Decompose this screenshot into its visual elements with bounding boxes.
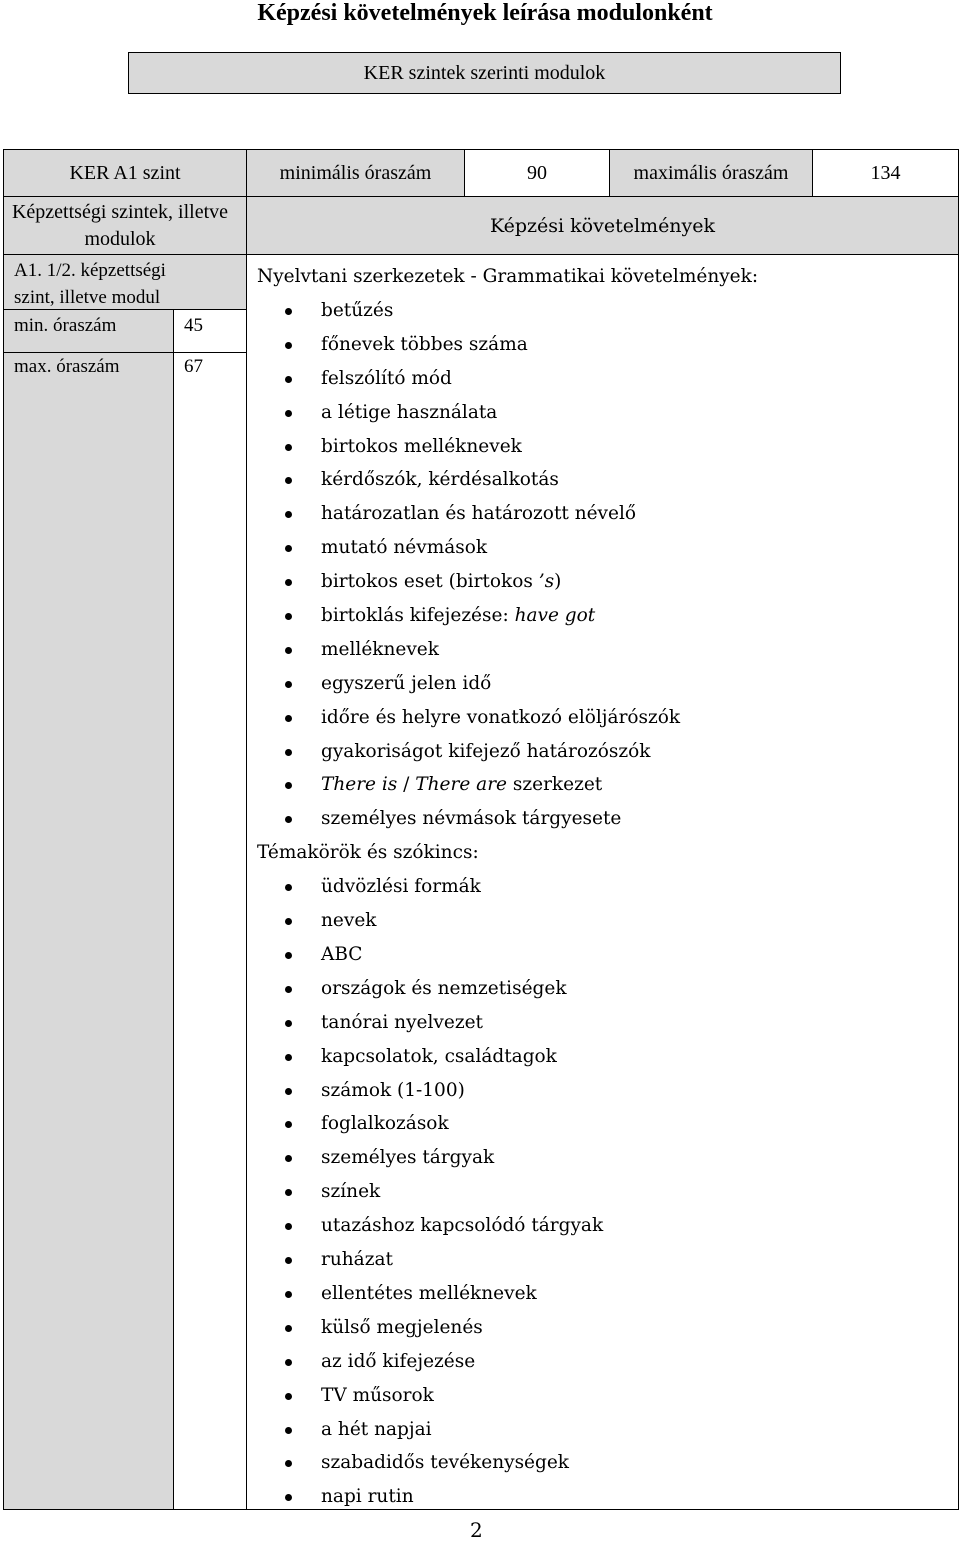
list-item-text: kapcsolatok, családtagok	[321, 1045, 557, 1067]
list-item-text: birtoklás kifejezése: have got	[321, 605, 596, 627]
list-item-text: kérdőszók, kérdésalkotás	[321, 469, 559, 491]
list-item-text: a létige használata	[321, 401, 498, 423]
requirements-body	[246, 254, 959, 1510]
list-item	[247, 599, 958, 633]
list-item-text: tanórai nyelvezet	[321, 1011, 483, 1033]
bullet-icon	[285, 918, 292, 925]
max-hours-module-value: 67	[173, 352, 247, 1510]
list-item	[247, 531, 958, 565]
list-item	[247, 870, 958, 904]
list-item-text: személyes tárgyak	[321, 1147, 495, 1169]
list-item	[247, 1345, 958, 1379]
bullet-icon	[285, 1257, 292, 1264]
bullet-icon	[285, 1088, 292, 1095]
list-item-text: határozatlan és határozott névelő	[321, 503, 637, 525]
list-item-text: üdvözlési formák	[321, 876, 481, 898]
list-item	[247, 1446, 958, 1480]
topics-list	[247, 870, 958, 1514]
max-hours-module-label: max. óraszám	[3, 352, 174, 1510]
bullet-icon	[285, 749, 292, 756]
list-item-text: ellentétes melléknevek	[321, 1282, 537, 1304]
list-item	[247, 1413, 958, 1447]
bullet-icon	[285, 986, 292, 993]
list-item	[247, 904, 958, 938]
requirements-heading: Képzési követelmények	[246, 196, 959, 255]
list-item	[247, 497, 958, 531]
grammar-title: Nyelvtani szerkezetek - Grammatikai követelmények:	[257, 266, 759, 287]
list-item	[247, 1480, 958, 1514]
list-item-text: szabadidős tevékenységek	[321, 1452, 570, 1474]
list-item-text: gyakoriságot kifejező határozószók	[321, 740, 651, 762]
list-item	[247, 1209, 958, 1243]
bullet-icon	[285, 1393, 292, 1400]
list-item-text: főnevek többes száma	[321, 333, 528, 355]
levels-heading: Képzettségi szintek, illetve modulok	[3, 196, 247, 255]
bullet-icon	[285, 816, 292, 823]
level-cell: KER A1 szint	[3, 149, 247, 197]
list-item	[247, 1243, 958, 1277]
bullet-icon	[285, 1291, 292, 1298]
list-item-text: ABC	[321, 944, 363, 966]
max-hours-value: 134	[812, 149, 959, 197]
bullet-icon	[285, 444, 292, 451]
list-item	[247, 328, 958, 362]
bullet-icon	[285, 681, 292, 688]
list-item	[247, 735, 958, 769]
list-item	[247, 1311, 958, 1345]
module-name: A1. 1/2. képzettségi szint, illetve modul	[3, 254, 247, 310]
modules-banner: KER szintek szerinti modulok	[128, 52, 841, 94]
list-item	[247, 1379, 958, 1413]
list-item	[247, 565, 958, 599]
list-item	[247, 1107, 958, 1141]
document-title: Képzési követelmények leírása modulonként	[257, 0, 713, 26]
list-item	[247, 1141, 958, 1175]
list-item	[247, 396, 958, 430]
min-hours-value: 90	[464, 149, 610, 197]
bullet-icon	[285, 715, 292, 722]
list-item-text: nevek	[321, 910, 377, 932]
list-item-text: utazáshoz kapcsolódó tárgyak	[321, 1215, 604, 1237]
list-item-text: birtokos melléknevek	[321, 435, 522, 457]
bullet-icon	[285, 545, 292, 552]
bullet-icon	[285, 1427, 292, 1434]
list-item-text: egyszerű jelen idő	[321, 672, 492, 694]
grammar-list	[247, 294, 958, 836]
bullet-icon	[285, 511, 292, 518]
list-item	[247, 1006, 958, 1040]
bullet-icon	[285, 1054, 292, 1061]
min-hours-module-value: 45	[173, 309, 247, 353]
bullet-icon	[285, 1155, 292, 1162]
list-item-text: számok (1-100)	[321, 1079, 465, 1101]
list-item	[247, 1175, 958, 1209]
list-item-text: TV műsorok	[321, 1384, 434, 1406]
bullet-icon	[285, 1494, 292, 1501]
list-item-text: birtokos eset (birtokos ’s)	[321, 571, 562, 593]
list-item	[247, 938, 958, 972]
list-item-text: mutató névmások	[321, 537, 488, 559]
list-item	[247, 463, 958, 497]
list-item	[247, 362, 958, 396]
list-item	[247, 802, 958, 836]
list-item-text: külső megjelenés	[321, 1316, 483, 1338]
list-item-text: There is / There are szerkezet	[321, 774, 603, 796]
bullet-icon	[285, 782, 292, 789]
topics-title: Témakörök és szókincs:	[257, 842, 479, 864]
bullet-icon	[285, 1020, 292, 1027]
list-item-text: felszólító mód	[321, 367, 452, 389]
bullet-icon	[285, 613, 292, 620]
list-item-text: az idő kifejezése	[321, 1350, 476, 1372]
bullet-icon	[285, 376, 292, 383]
list-item-text: színek	[321, 1181, 381, 1203]
bullet-icon	[285, 884, 292, 891]
list-item	[247, 1074, 958, 1108]
min-hours-label: minimális óraszám	[246, 149, 465, 197]
page-number: 2	[470, 1518, 483, 1542]
bullet-icon	[285, 342, 292, 349]
bullet-icon	[285, 410, 292, 417]
bullet-icon	[285, 1325, 292, 1332]
list-item	[247, 972, 958, 1006]
bullet-icon	[285, 647, 292, 654]
bullet-icon	[285, 1460, 292, 1467]
bullet-icon	[285, 579, 292, 586]
list-item	[247, 430, 958, 464]
list-item-text: melléknevek	[321, 638, 439, 660]
list-item	[247, 1277, 958, 1311]
list-item	[247, 294, 958, 328]
list-item-text: személyes névmások tárgyesete	[321, 808, 622, 830]
bullet-icon	[285, 477, 292, 484]
max-hours-label: maximális óraszám	[609, 149, 813, 197]
list-item-text: országok és nemzetiségek	[321, 977, 567, 999]
list-item-text: napi rutin	[321, 1486, 414, 1508]
list-item	[247, 633, 958, 667]
list-item-text: időre és helyre vonatkozó elöljárószók	[321, 706, 681, 728]
bullet-icon	[285, 1121, 292, 1128]
list-item	[247, 667, 958, 701]
list-item-text: ruházat	[321, 1249, 393, 1271]
min-hours-module-label: min. óraszám	[3, 309, 174, 353]
bullet-icon	[285, 952, 292, 959]
list-item	[247, 701, 958, 735]
bullet-icon	[285, 308, 292, 315]
bullet-icon	[285, 1223, 292, 1230]
list-item-text: betűzés	[321, 300, 394, 321]
list-item	[247, 768, 958, 802]
list-item-text: foglalkozások	[321, 1113, 449, 1135]
list-item	[247, 1040, 958, 1074]
list-item-text: a hét napjai	[321, 1418, 432, 1440]
bullet-icon	[285, 1359, 292, 1366]
bullet-icon	[285, 1189, 292, 1196]
